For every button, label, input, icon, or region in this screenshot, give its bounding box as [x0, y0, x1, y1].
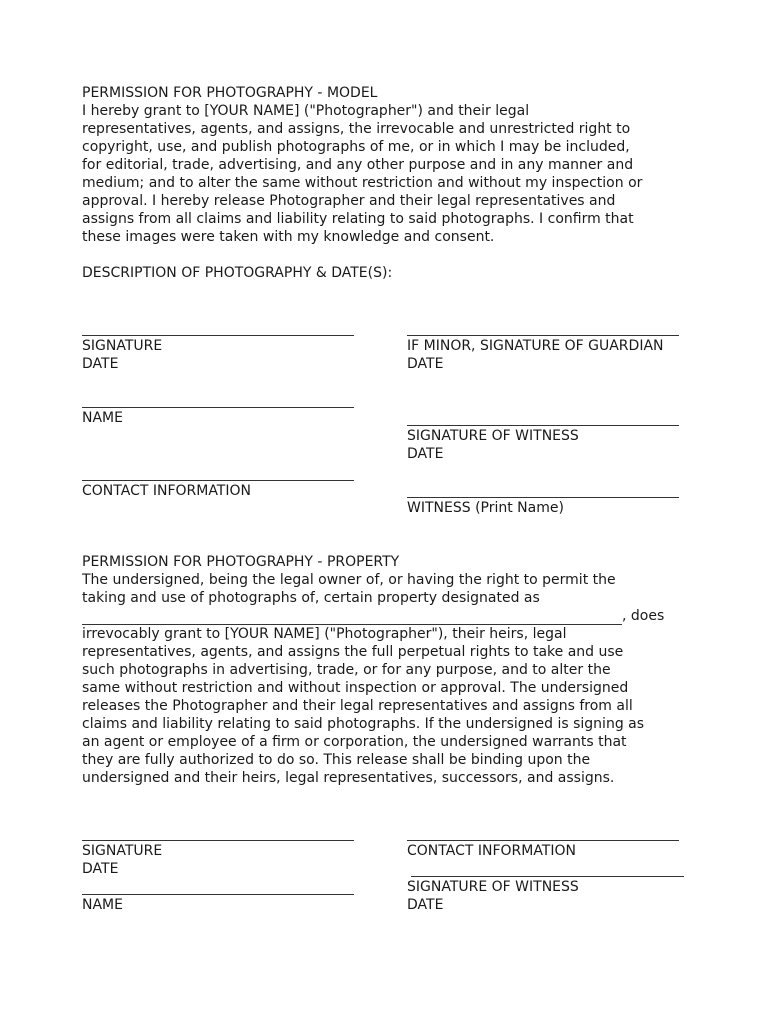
- property-paragraph-line: claims and liability relating to said photographs. If the undersigned is signing as: [82, 716, 645, 732]
- property-paragraph-line: they are fully authorized to do so. This release shall be binding upon the: [82, 752, 591, 768]
- property-paragraph-line: representatives, agents, and assigns the full perpetual rights to take and use: [82, 644, 624, 660]
- witness-signature-label: SIGNATURE OF WITNESS: [407, 428, 579, 444]
- guardian-signature-line[interactable]: [407, 335, 679, 336]
- model-release-paragraph: [82, 102, 692, 246]
- model-paragraph-line: medium; and to alter the same without restriction and without my inspection or: [82, 175, 643, 191]
- property-name-label: NAME: [82, 897, 123, 913]
- property-paragraph-line: same without restriction and without inspection or approval. The undersigned: [82, 680, 629, 696]
- property-section-title: PERMISSION FOR PHOTOGRAPHY - PROPERTY: [82, 554, 400, 570]
- name-line[interactable]: [82, 407, 354, 408]
- model-paragraph-line: approval. I hereby release Photographer and their legal representatives and: [82, 193, 616, 209]
- contact-line[interactable]: [82, 480, 354, 481]
- property-witness-date-label: DATE: [407, 897, 444, 913]
- property-contact-label: CONTACT INFORMATION: [407, 843, 576, 859]
- property-witness-signature-line[interactable]: [411, 876, 684, 877]
- property-signature-line[interactable]: [82, 840, 354, 841]
- property-blank-suffix: , does: [622, 608, 665, 624]
- property-name-line[interactable]: [82, 894, 354, 895]
- property-paragraph-line: taking and use of photographs of, certain property designated as: [82, 590, 540, 606]
- property-paragraph-line: undersigned and their heirs, legal representatives, successors, and assigns.: [82, 770, 615, 786]
- witness-print-line[interactable]: [407, 497, 679, 498]
- witness-date-label: DATE: [407, 446, 444, 462]
- property-release-paragraph: [82, 625, 692, 787]
- contact-information-label: CONTACT INFORMATION: [82, 483, 251, 499]
- property-paragraph-line: irrevocably grant to [YOUR NAME] ("Photographer"), their heirs, legal: [82, 626, 567, 642]
- model-paragraph-line: representatives, agents, and assigns, the irrevocable and unrestricted right to: [82, 121, 631, 137]
- property-contact-line[interactable]: [407, 840, 679, 841]
- model-paragraph-line: for editorial, trade, advertising, and any other purpose and in any manner and: [82, 157, 634, 173]
- model-paragraph-line: these images were taken with my knowledge and consent.: [82, 229, 495, 245]
- date-label: DATE: [82, 356, 119, 372]
- description-label: DESCRIPTION OF PHOTOGRAPHY & DATE(S):: [82, 265, 393, 281]
- property-paragraph-line: an agent or employee of a firm or corporation, the undersigned warrants that: [82, 734, 627, 750]
- guardian-signature-label: IF MINOR, SIGNATURE OF GUARDIAN: [407, 338, 664, 354]
- guardian-date-label: DATE: [407, 356, 444, 372]
- property-signature-label: SIGNATURE: [82, 843, 163, 859]
- property-paragraph-line: releases the Photographer and their legal representatives and assigns from all: [82, 698, 633, 714]
- signature-line[interactable]: [82, 335, 354, 336]
- property-witness-signature-label: SIGNATURE OF WITNESS: [407, 879, 579, 895]
- model-section-title: PERMISSION FOR PHOTOGRAPHY - MODEL: [82, 85, 378, 101]
- witness-print-label: WITNESS (Print Name): [407, 500, 564, 516]
- property-date-label: DATE: [82, 861, 119, 877]
- name-label: NAME: [82, 410, 123, 426]
- model-paragraph-line: I hereby grant to [YOUR NAME] ("Photographer") and their legal: [82, 103, 530, 119]
- witness-signature-line[interactable]: [407, 425, 679, 426]
- property-paragraph-line: The undersigned, being the legal owner of, or having the right to permit the: [82, 572, 616, 588]
- model-paragraph-line: copyright, use, and publish photographs of me, or in which I may be included,: [82, 139, 630, 155]
- model-paragraph-line: assigns from all claims and liability relating to said photographs. I confirm that: [82, 211, 634, 227]
- signature-label: SIGNATURE: [82, 338, 163, 354]
- property-paragraph-line: such photographs in advertising, trade, or for any purpose, and to alter the: [82, 662, 611, 678]
